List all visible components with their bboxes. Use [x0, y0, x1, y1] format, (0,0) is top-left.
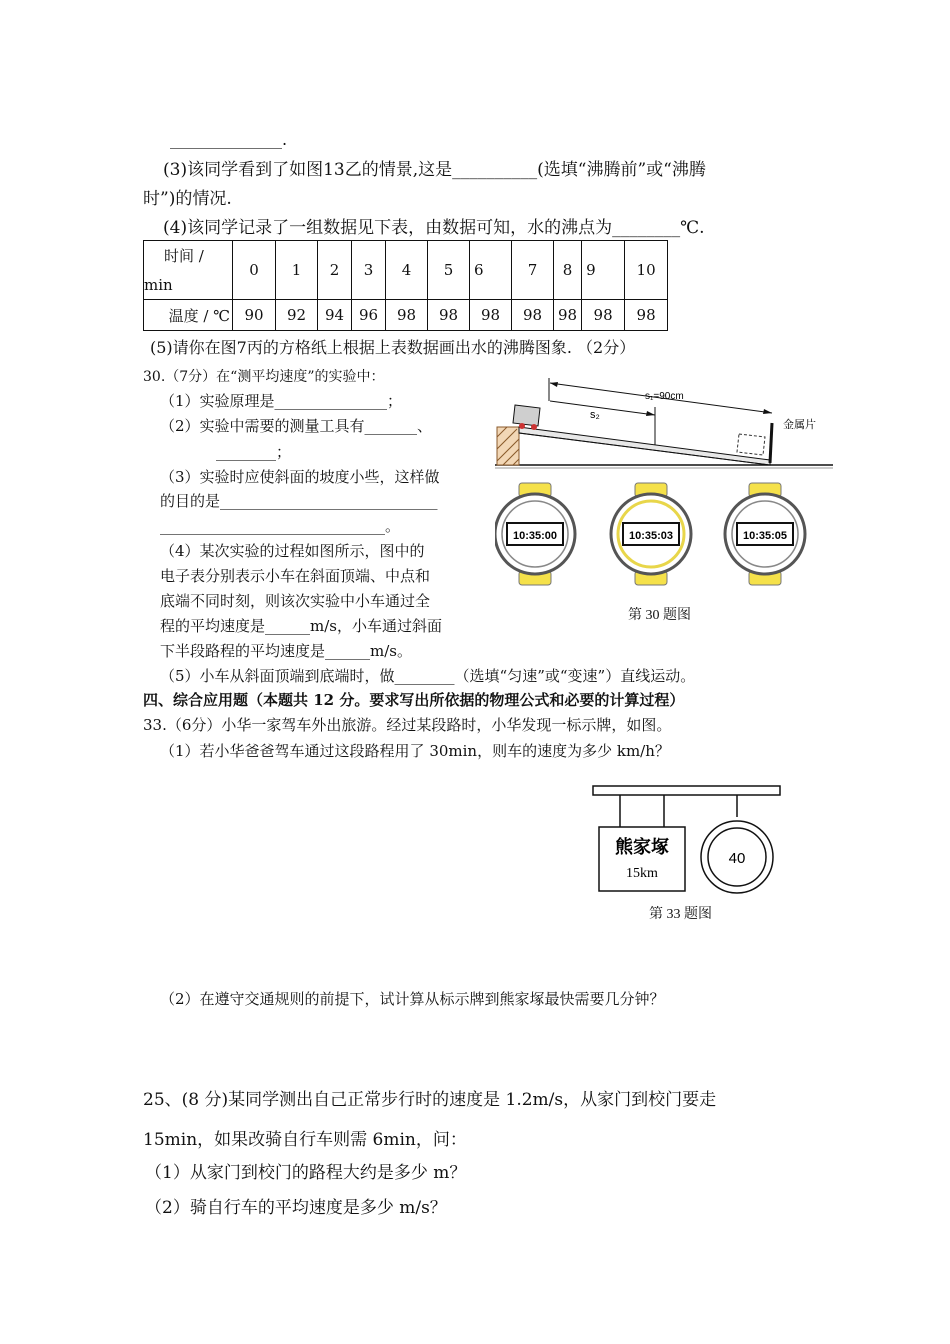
- q33-p2: （2）在遵守交通规则的前提下，试计算从标示牌到熊家塚最快需要几分钟？: [160, 990, 665, 1008]
- q30-p4e: 下半段路程的平均速度是______m/s。: [160, 642, 412, 660]
- fig33-caption: 第 33 题图: [649, 907, 712, 922]
- temp-cell: 90: [233, 300, 276, 331]
- cart-end-position: [737, 434, 765, 455]
- incline-bottom-edge: [519, 433, 770, 465]
- top-blank-line: ______________.: [170, 130, 288, 149]
- time-cell: 10: [625, 241, 668, 300]
- cart-wheel: [519, 423, 525, 429]
- time-cell: 2: [318, 241, 352, 300]
- sign-distance: 15km: [626, 866, 658, 881]
- q5-text: (5)请你在图7丙的方格纸上根据上表数据画出水的沸腾图象. （2分）: [150, 338, 636, 357]
- sign-bar: [593, 786, 780, 795]
- incline-figure: [495, 375, 835, 595]
- temp-cell: 98: [554, 300, 582, 331]
- s2-label: s₂: [590, 409, 600, 421]
- q25-line2: 15min，如果改骑自行车则需 6min，问：: [143, 1130, 467, 1150]
- q4-line1: (4)该同学记录了一组数据见下表，由数据可知，水的沸点为________℃.: [163, 218, 705, 238]
- speed-limit-value: 40: [728, 850, 746, 867]
- table-row: [144, 241, 668, 300]
- stopwatch-time: 10:35:00: [512, 530, 558, 542]
- time-cell: 3: [352, 241, 386, 300]
- temp-cell: 94: [318, 300, 352, 331]
- road-sign-figure: [592, 785, 782, 895]
- q25-p2: （2）骑自行车的平均速度是多少 m/s？: [145, 1198, 447, 1218]
- q30-p4d: 程的平均速度是______m/s，小车通过斜面: [160, 617, 442, 635]
- metal-plate-label: 金属片: [783, 419, 816, 431]
- cart: [513, 405, 540, 426]
- q25-p1: （1）从家门到校门的路程大约是多少 m？: [145, 1163, 467, 1183]
- q30-p3a: （3）实验时应使斜面的坡度小些，这样做: [160, 468, 440, 486]
- fig30-caption: 第 30 题图: [628, 608, 691, 623]
- metal-plate: [770, 423, 772, 463]
- temp-cell: 98: [428, 300, 470, 331]
- time-cell: 4: [386, 241, 428, 300]
- q30-p3c: ______________________________。: [160, 517, 401, 535]
- table-row: [144, 300, 668, 331]
- q30-p4a: （4）某次实验的过程如图所示，图中的: [160, 542, 425, 560]
- s1-label: s₁=90cm: [645, 391, 684, 402]
- temp-cell: 98: [470, 300, 512, 331]
- cart-wheel: [531, 424, 537, 430]
- temp-cell: 98: [625, 300, 668, 331]
- time-cell: 0: [233, 241, 276, 300]
- temp-cell: 98: [582, 300, 625, 331]
- q25-line1: 25、(8 分)某同学测出自己正常步行时的速度是 1.2m/s，从家门到校门要走: [143, 1090, 717, 1110]
- q3-line2: 时”)的情况.: [143, 189, 232, 209]
- time-cell: 1: [276, 241, 318, 300]
- temp-cell: 98: [512, 300, 554, 331]
- time-cell: 8: [554, 241, 582, 300]
- stopwatch-mid: [611, 483, 691, 585]
- q30-p2b: ________；: [216, 443, 292, 461]
- temp-cell: 92: [276, 300, 318, 331]
- stopwatch-time: 10:35:03: [628, 530, 674, 542]
- q30-p1: （1）实验原理是_______________；: [160, 392, 403, 410]
- time-cell: 7: [512, 241, 554, 300]
- time-header-unit: min: [144, 276, 173, 294]
- q30-p4b: 电子表分别表示小车在斜面顶端、中点和: [160, 567, 431, 585]
- q33-p1: （1）若小华爸爸驾车通过这段路程用了 30min，则车的速度为多少 km/h？: [160, 742, 670, 760]
- time-cell: 5: [428, 241, 470, 300]
- temp-cell: 96: [352, 300, 386, 331]
- time-header-cell: [144, 241, 233, 300]
- section4-heading: 四、综合应用题（本题共 12 分。要求写出所依据的物理公式和必要的计算过程）: [143, 691, 685, 709]
- q30-p2a: （2）实验中需要的测量工具有_______、: [160, 417, 433, 435]
- q3-line1: (3)该同学看到了如图13乙的情景,这是__________(选填“沸腾前”或“沸腾: [163, 160, 706, 180]
- time-cell: 9: [582, 241, 625, 300]
- temp-cell: 98: [386, 300, 428, 331]
- time-header-label: 时间 /: [164, 247, 204, 265]
- q30-p4c: 底端不同时刻，则该次实验中小车通过全: [160, 592, 431, 610]
- q30-p5: （5）小车从斜面顶端到底端时，做________（选填“匀速”或“变速”）直线运动。: [160, 667, 696, 685]
- stopwatch-end: [725, 483, 805, 585]
- q30-title: 30.（7分）在“测平均速度”的实验中：: [143, 369, 385, 385]
- time-cell: 6: [470, 241, 512, 300]
- incline-plane: [519, 427, 770, 465]
- s2-arrow: [550, 401, 655, 415]
- stopwatch-time: 10:35:05: [742, 530, 788, 542]
- sign-destination: 熊家塚: [615, 837, 669, 858]
- q30-p3b: 的目的是_____________________________: [160, 492, 438, 510]
- stopwatch-start: [495, 483, 575, 585]
- temp-header-cell: 温度 / ℃: [144, 300, 233, 331]
- boiling-data-table: [143, 240, 668, 331]
- q33-title: 33.（6分）小华一家驾车外出旅游。经过某段路时，小华发现一标示牌，如图。: [143, 716, 672, 734]
